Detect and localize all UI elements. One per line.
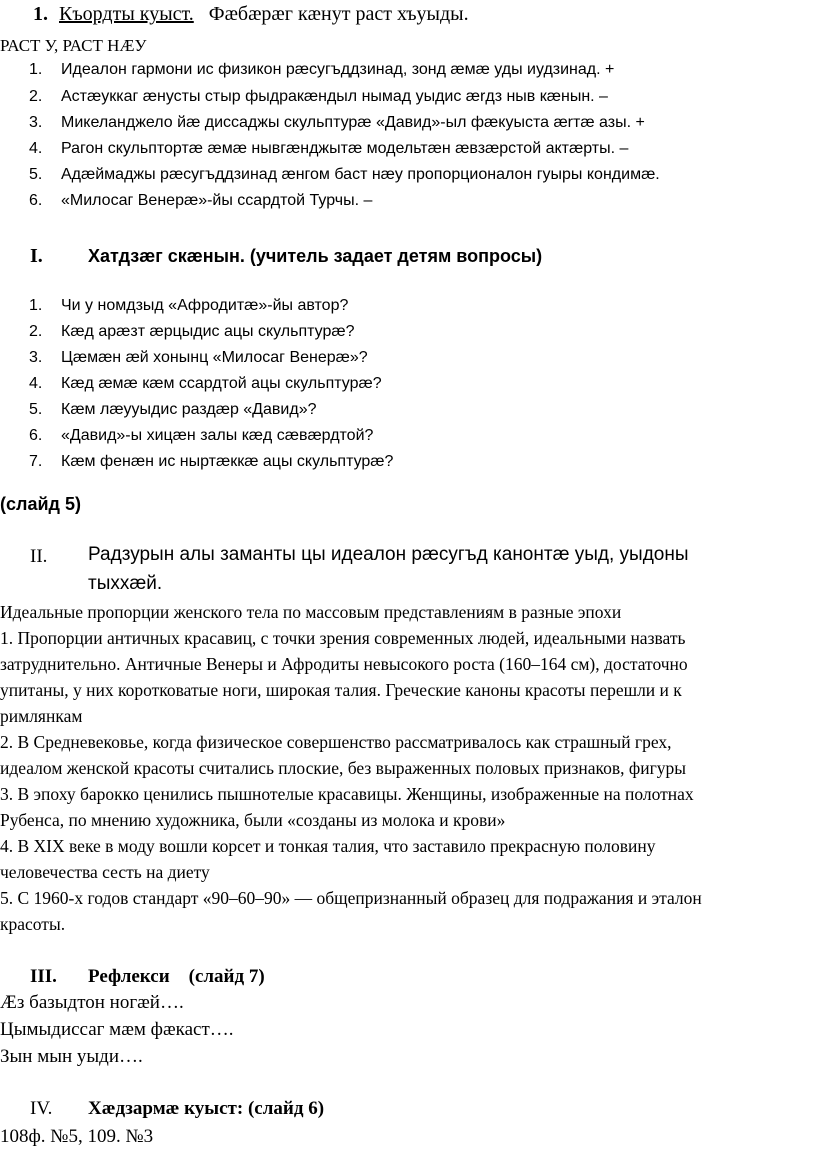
list-text: Идеалон гармони ис физикон рæсугъддзинад, зонд æмæ уды иудзинад. + bbox=[61, 61, 615, 78]
section2-roman: II. bbox=[30, 546, 48, 567]
list-text: «Милосаг Венерæ»-йы ссардтой Турчы. – bbox=[61, 192, 373, 209]
list-number: 4. bbox=[29, 375, 43, 392]
slide5-label: (слайд 5) bbox=[0, 494, 81, 514]
proportions-intro: Идеальные пропорции женского тела по массовым представлениям в разные эпохи bbox=[0, 602, 622, 622]
list-number: 5. bbox=[29, 166, 43, 183]
reflection-line: Цымыдиссаг мæм фæкаст…. bbox=[0, 1019, 234, 1040]
list-text: Адæймаджы рæсугъддзинад æнгом баст нæу пропорционалон гуыры кондимæ. bbox=[61, 166, 660, 183]
paragraph-line: 1. Пропорции античных красавиц, с точки зрения современных людей, идеальными назвать bbox=[0, 628, 686, 648]
section2-title-line2: тыххæй. bbox=[88, 573, 163, 594]
list-text: Цæмæн æй хонынц «Милосаг Венерæ»? bbox=[61, 349, 368, 366]
list-number: 6. bbox=[29, 192, 43, 209]
list-text: Кæм лæууыдис раздæр «Давид»? bbox=[61, 401, 317, 418]
list-number: 7. bbox=[29, 453, 43, 470]
paragraph-line: затруднительно. Античные Венеры и Афродиты невысокого роста (160–164 см), достаточно bbox=[0, 654, 688, 674]
task1-subtitle: Фæбæрæг кæнут раст хъуыды. bbox=[208, 3, 469, 25]
task1-number: 1. bbox=[33, 3, 48, 25]
section1-title: Хатдзæг скæнын. (учитель задает детям вопросы) bbox=[88, 246, 543, 266]
list-number: 3. bbox=[29, 114, 43, 131]
paragraph-line: человечества сесть на диету bbox=[0, 862, 210, 882]
section3-title: Рефлекси (слайд 7) bbox=[88, 966, 265, 987]
true-false-heading: РАСТ У, РАСТ НÆУ bbox=[0, 36, 147, 55]
list-number: 1. bbox=[29, 297, 43, 314]
task1-title: Къордты куыст. bbox=[59, 3, 194, 25]
list-text: «Давид»-ы хицæн залы кæд сæвæрдтой? bbox=[61, 427, 374, 444]
paragraph-line: упитаны, у них коротковатые ноги, широкая талия. Греческие каноны красоты перешли и к bbox=[0, 680, 682, 700]
reflection-line: Æз базыдтон ногæй…. bbox=[0, 992, 184, 1013]
homework-assignment: 108ф. №5, 109. №3 bbox=[0, 1126, 154, 1147]
list-text: Микеланджело йæ диссаджы скульптурæ «Давид»-ыл фæкуыста ærтæ азы. + bbox=[61, 114, 645, 131]
list-number: 1. bbox=[29, 61, 43, 78]
paragraph-line: идеалом женской красоты считались плоские, без выраженных половых признаков, фигуры bbox=[0, 758, 687, 778]
list-text: Астæуккаг æнусты стыр фыдракæндыл нымад уыдис ærдз ныв кæнын. – bbox=[61, 88, 608, 105]
list-number: 2. bbox=[29, 323, 43, 340]
list-number: 5. bbox=[29, 401, 43, 418]
paragraph-line: 4. В XIX веке в моду вошли корсет и тонкая талия, что заставило прекрасную половину bbox=[0, 836, 656, 856]
paragraph-line: римлянкам bbox=[0, 706, 83, 726]
list-text: Рагон скульптортæ æмæ нывгæнджытæ модельтæн æвзæрстой актæрты. – bbox=[61, 140, 629, 157]
section2-title-line1: Радзурын алы заманты цы идеалон рæсугъд канонтæ уыд, уыдоны bbox=[88, 544, 689, 565]
reflection-line: Зын мын уыди…. bbox=[0, 1046, 143, 1067]
section1-roman: I. bbox=[30, 245, 43, 267]
paragraph-line: красоты. bbox=[0, 914, 66, 934]
paragraph-line: 3. В эпоху барокко ценились пышнотелые красавицы. Женщины, изображенные на полотнах bbox=[0, 784, 694, 804]
list-text: Кæд арæзт æрцыдис ацы скульптурæ? bbox=[61, 323, 355, 340]
paragraph-line: Рубенса, по мнению художника, были «созданы из молока и крови» bbox=[0, 810, 506, 830]
list-number: 6. bbox=[29, 427, 43, 444]
list-number: 3. bbox=[29, 349, 43, 366]
section4-roman: IV. bbox=[30, 1098, 53, 1119]
list-text: Кæд æмæ кæм ссардтой ацы скульптурæ? bbox=[61, 375, 382, 392]
paragraph-line: 5. С 1960-х годов стандарт «90–60–90» — общепризнанный образец для подражания и эталон bbox=[0, 888, 702, 908]
list-number: 4. bbox=[29, 140, 43, 157]
list-text: Кæм фенæн ис ныртæккæ ацы скульптурæ? bbox=[61, 453, 394, 470]
list-text: Чи у номдзыд «Афродитæ»-йы автор? bbox=[61, 297, 349, 314]
task1-heading bbox=[33, 3, 469, 26]
paragraph-line: 2. В Средневековье, когда физическое совершенство рассматривалось как страшный грех, bbox=[0, 732, 672, 752]
section4-title: Хæдзармæ куыст: (слайд 6) bbox=[88, 1098, 325, 1119]
section3-roman: III. bbox=[30, 966, 57, 987]
list-number: 2. bbox=[29, 88, 43, 105]
